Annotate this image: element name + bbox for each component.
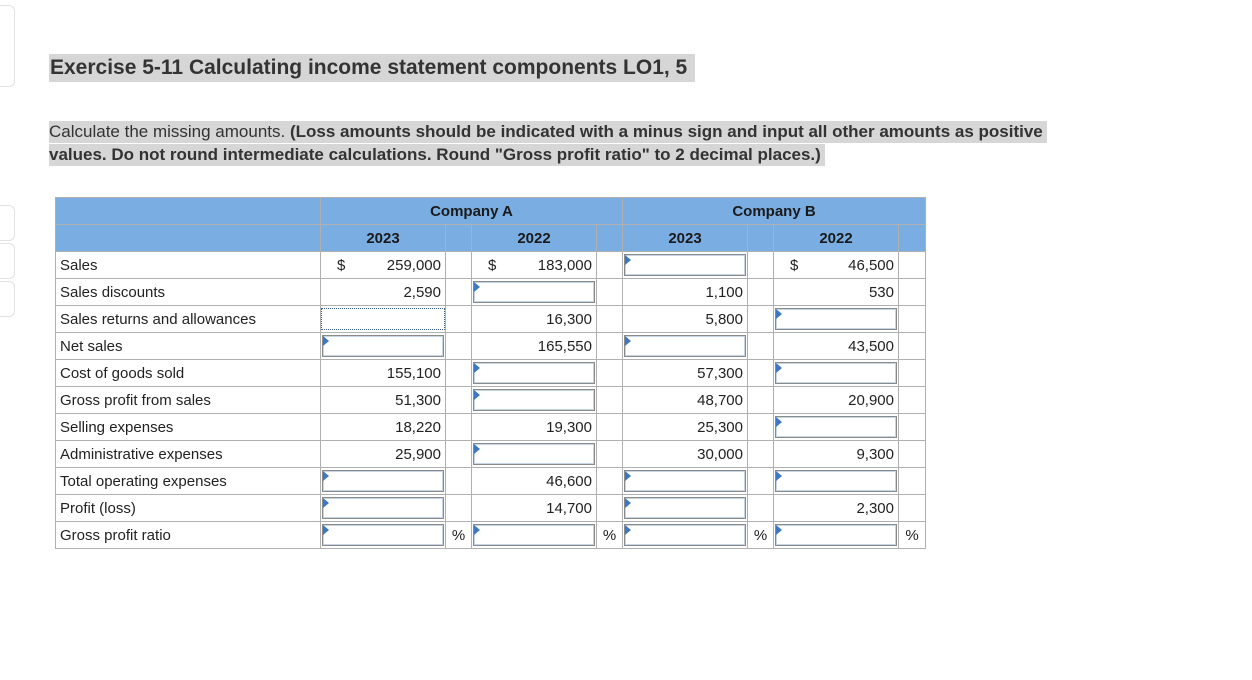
spacer-cell [446, 495, 472, 522]
table-row [56, 522, 926, 549]
value-b2022: 9,300 [856, 446, 894, 463]
cell-b2022 [774, 360, 899, 387]
spacer-cell [748, 360, 774, 387]
cell-a2023 [321, 360, 446, 387]
spacer-cell [748, 441, 774, 468]
input-b2023[interactable] [624, 335, 746, 357]
spacer-cell [748, 333, 774, 360]
input-a2022[interactable] [473, 362, 595, 384]
spacer-cell [748, 495, 774, 522]
spacer-cell [899, 468, 926, 495]
cell-b2022 [774, 252, 899, 279]
side-tab[interactable] [0, 205, 15, 241]
dollar-sign: $ [488, 257, 497, 274]
cell-b2023 [623, 468, 748, 495]
spacer-cell [446, 414, 472, 441]
percent-sign: % [446, 522, 472, 549]
input-a2023[interactable] [322, 524, 444, 546]
row-label: Net sales [56, 333, 321, 360]
row-label: Total operating expenses [56, 468, 321, 495]
row-label: Administrative expenses [56, 441, 321, 468]
cell-b2023 [623, 441, 748, 468]
input-a2023[interactable] [322, 497, 444, 519]
cell-a2023 [321, 252, 446, 279]
value-b2023: 30,000 [697, 446, 743, 463]
spacer-cell [597, 279, 623, 306]
spacer-cell [446, 441, 472, 468]
cell-a2022 [472, 387, 597, 414]
spacer-cell [597, 441, 623, 468]
value-b2022: 43,500 [848, 338, 894, 355]
spacer-cell [748, 306, 774, 333]
table-row [56, 333, 926, 360]
spacer-cell [446, 387, 472, 414]
input-b2022[interactable] [775, 362, 897, 384]
spacer-cell [597, 360, 623, 387]
input-b2022[interactable] [775, 470, 897, 492]
spacer-cell [899, 360, 926, 387]
cell-a2022 [472, 414, 597, 441]
year-b-2023: 2023 [623, 225, 748, 252]
exercise-title: Exercise 5-11 Calculating income statement components LO1, 5 [49, 54, 695, 82]
value-a2022: 165,550 [537, 338, 592, 355]
table-row [56, 414, 926, 441]
row-label: Cost of goods sold [56, 360, 321, 387]
value-b2022: 46,500 [848, 257, 894, 274]
cell-a2022 [472, 441, 597, 468]
value-a2023: 155,100 [386, 365, 441, 382]
percent-sign: % [899, 522, 926, 549]
percent-sign: % [597, 522, 623, 549]
value-a2022: 14,700 [546, 500, 592, 517]
value-b2023: 5,800 [705, 311, 743, 328]
spacer-cell [446, 468, 472, 495]
table-row [56, 360, 926, 387]
table-row [56, 387, 926, 414]
year-header-row [56, 225, 926, 252]
input-a2022[interactable] [473, 281, 595, 303]
year-b-2022: 2022 [774, 225, 899, 252]
cell-b2023 [623, 333, 748, 360]
cell-b2022 [774, 495, 899, 522]
cell-a2023 [321, 522, 446, 549]
spacer-cell [899, 495, 926, 522]
instructions-bold-1: (Loss amounts should be indicated with a minus sign and input all other amounts as positive [289, 122, 1043, 141]
input-b2023[interactable] [624, 524, 746, 546]
cell-b2023 [623, 387, 748, 414]
company-a-header: Company A [321, 198, 623, 225]
input-a2023[interactable] [322, 470, 444, 492]
row-label: Selling expenses [56, 414, 321, 441]
input-b2023[interactable] [624, 254, 746, 276]
cell-b2023 [623, 252, 748, 279]
value-b2023: 48,700 [697, 392, 743, 409]
cell-a2022 [472, 468, 597, 495]
side-tab[interactable] [0, 5, 15, 87]
spacer-cell [748, 468, 774, 495]
spacer-cell [597, 387, 623, 414]
input-b2023[interactable] [624, 470, 746, 492]
row-label: Profit (loss) [56, 495, 321, 522]
spacer-cell [597, 495, 623, 522]
dollar-sign: $ [790, 257, 799, 274]
spacer-cell [748, 279, 774, 306]
input-b2023[interactable] [624, 497, 746, 519]
spacer-cell [446, 279, 472, 306]
spacer-cell [899, 387, 926, 414]
cell-b2022 [774, 333, 899, 360]
spacer-cell [899, 333, 926, 360]
cell-b2022 [774, 387, 899, 414]
value-b2023: 57,300 [697, 365, 743, 382]
value-b2023: 1,100 [705, 284, 743, 301]
spacer-cell [899, 279, 926, 306]
spacer-cell [748, 414, 774, 441]
cell-a2023 [321, 441, 446, 468]
row-label: Gross profit ratio [56, 522, 321, 549]
value-a2022: 19,300 [546, 419, 592, 436]
table-row [56, 306, 926, 333]
input-a2022[interactable] [473, 524, 595, 546]
input-a2022[interactable] [473, 389, 595, 411]
cell-a2022 [472, 279, 597, 306]
input-a2023-focused[interactable] [321, 308, 445, 330]
side-tab[interactable] [0, 281, 15, 317]
value-a2022: 183,000 [537, 257, 592, 274]
instructions-line-1 [49, 121, 1047, 143]
cell-b2022 [774, 279, 899, 306]
input-a2023[interactable] [322, 335, 444, 357]
table-row [56, 252, 926, 279]
cell-b2023 [623, 414, 748, 441]
cell-b2022 [774, 522, 899, 549]
cell-b2023 [623, 495, 748, 522]
cell-b2022 [774, 306, 899, 333]
cell-b2023 [623, 522, 748, 549]
cell-b2022 [774, 414, 899, 441]
spacer-cell [899, 252, 926, 279]
company-b-header: Company B [623, 198, 926, 225]
cell-b2022 [774, 441, 899, 468]
spacer-cell [446, 306, 472, 333]
row-label: Sales discounts [56, 279, 321, 306]
company-header-row [56, 198, 926, 225]
spacer-cell [446, 360, 472, 387]
value-b2022: 2,300 [856, 500, 894, 517]
spacer-cell [899, 441, 926, 468]
input-b2022[interactable] [775, 524, 897, 546]
value-b2023: 25,300 [697, 419, 743, 436]
spacer-cell [748, 252, 774, 279]
cell-b2023 [623, 360, 748, 387]
value-b2022: 530 [868, 284, 894, 301]
table-row [56, 468, 926, 495]
cell-a2023 [321, 414, 446, 441]
year-a-2023: 2023 [321, 225, 446, 252]
spacer-cell [597, 333, 623, 360]
spacer-cell [446, 252, 472, 279]
spacer-cell [446, 333, 472, 360]
cell-a2022 [472, 252, 597, 279]
cell-a2022 [472, 522, 597, 549]
spacer-cell [899, 414, 926, 441]
cell-a2022 [472, 306, 597, 333]
value-a2023: 18,220 [395, 419, 441, 436]
cell-b2023 [623, 279, 748, 306]
input-a2022[interactable] [473, 443, 595, 465]
header-blank [446, 225, 472, 252]
header-blank [597, 225, 623, 252]
instructions [49, 121, 1047, 166]
cell-a2022 [472, 360, 597, 387]
percent-sign: % [748, 522, 774, 549]
table-row [56, 441, 926, 468]
header-blank [748, 225, 774, 252]
row-label: Gross profit from sales [56, 387, 321, 414]
value-b2022: 20,900 [848, 392, 894, 409]
row-label: Sales [56, 252, 321, 279]
value-a2023: 25,900 [395, 446, 441, 463]
income-statement-table [55, 197, 926, 549]
dollar-sign: $ [337, 257, 346, 274]
cell-a2023 [321, 279, 446, 306]
header-blank [56, 198, 321, 225]
header-blank [56, 225, 321, 252]
cell-a2022 [472, 333, 597, 360]
instructions-bold-2: values. Do not round intermediate calculations. Round "Gross profit ratio" to 2 decimal places.) [49, 145, 821, 164]
row-label: Sales returns and allowances [56, 306, 321, 333]
instructions-plain: Calculate the missing amounts. [49, 122, 290, 141]
value-a2022: 16,300 [546, 311, 592, 328]
cell-b2023 [623, 306, 748, 333]
cell-a2023 [321, 306, 446, 333]
instructions-line-2 [49, 144, 825, 166]
cell-a2023 [321, 468, 446, 495]
cell-a2023 [321, 495, 446, 522]
spacer-cell [597, 414, 623, 441]
year-a-2022: 2022 [472, 225, 597, 252]
value-a2022: 46,600 [546, 473, 592, 490]
spacer-cell [597, 252, 623, 279]
cell-a2023 [321, 387, 446, 414]
input-b2022[interactable] [775, 416, 897, 438]
value-a2023: 2,590 [403, 284, 441, 301]
side-tab[interactable] [0, 243, 15, 279]
cell-a2023 [321, 333, 446, 360]
spacer-cell [597, 468, 623, 495]
spacer-cell [597, 306, 623, 333]
value-a2023: 51,300 [395, 392, 441, 409]
value-a2023: 259,000 [386, 257, 441, 274]
cell-b2022 [774, 468, 899, 495]
header-blank [899, 225, 926, 252]
spacer-cell [748, 387, 774, 414]
input-b2022[interactable] [775, 308, 897, 330]
table-row [56, 495, 926, 522]
cell-a2022 [472, 495, 597, 522]
spacer-cell [899, 306, 926, 333]
table-row [56, 279, 926, 306]
